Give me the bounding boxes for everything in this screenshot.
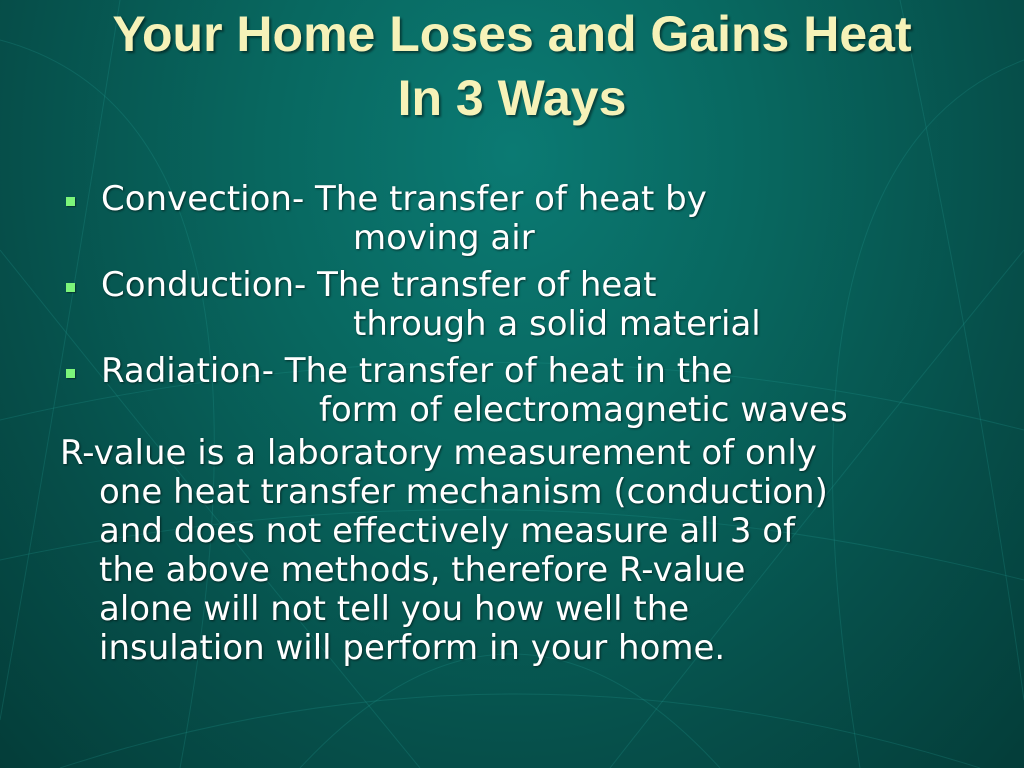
bullet-text-continuation: through a solid material (353, 304, 761, 344)
paragraph-line: insulation will perform in your home. (99, 628, 726, 668)
bullet-text-line: Radiation- The transfer of heat in the (101, 351, 733, 391)
bullet-text-line: Convection- The transfer of heat by (101, 179, 707, 219)
bullet-text-continuation: form of electromagnetic waves (319, 390, 848, 430)
title-line-2: In 3 Ways (397, 70, 627, 126)
bullet-radiation (62, 352, 982, 430)
bullet-text-continuation: moving air (353, 218, 535, 258)
paragraph-line: R-value is a laboratory measurement of only (60, 433, 817, 473)
bullet-conduction (62, 266, 982, 344)
paragraph-line: the above methods, therefore R-value (99, 550, 746, 590)
slide-body (62, 180, 982, 668)
green-square-bullet-icon (66, 197, 75, 206)
paragraph-line: alone will not tell you how well the (99, 589, 690, 629)
paragraph-line: one heat transfer mechanism (conduction) (99, 472, 828, 512)
paragraph-line: and does not effectively measure all 3 of (99, 511, 796, 551)
bullet-text-line: Conduction- The transfer of heat (101, 265, 657, 305)
title-line-1: Your Home Loses and Gains Heat (112, 6, 912, 62)
r-value-paragraph (60, 434, 982, 668)
bullet-convection (62, 180, 982, 258)
green-square-bullet-icon (66, 283, 75, 292)
slide-title (0, 2, 1024, 130)
green-square-bullet-icon (66, 369, 75, 378)
